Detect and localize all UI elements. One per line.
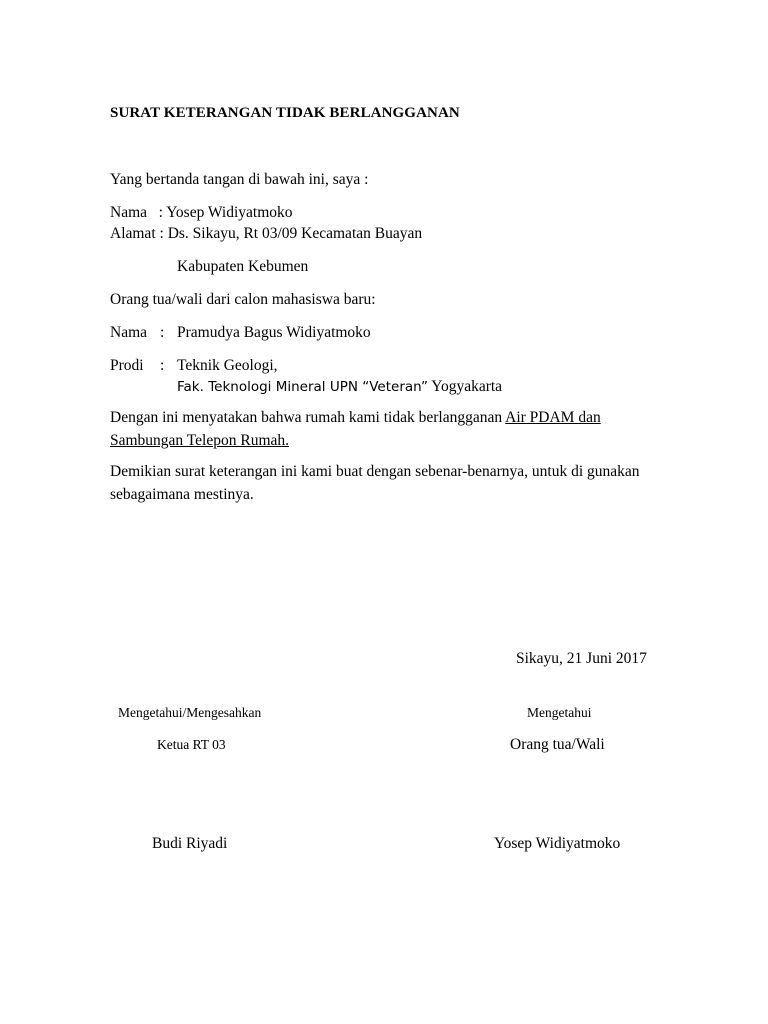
closing-paragraph: Demikian surat keterangan ini kami buat dengan sebenar-benarnya, untuk di gunakan sebagaimana mestinya.: [110, 463, 640, 503]
parent-address-value-line2: Kabupaten Kebumen: [177, 258, 309, 275]
student-prodi-label: Prodi: [110, 357, 144, 374]
student-prodi-colon: :: [160, 357, 165, 374]
student-name-colon: :: [160, 324, 165, 341]
right-signatory-role: Orang tua/Wali: [510, 736, 605, 753]
left-signatory-heading: Mengetahui/Mengesahkan: [118, 705, 262, 720]
statement-paragraph: [110, 406, 670, 452]
intro-text: Yang bertanda tangan di bawah ini, saya :: [110, 171, 369, 188]
right-signatory-heading: Mengetahui: [527, 705, 592, 720]
parent-name-value: Yosep Widiyatmoko: [166, 204, 293, 221]
left-signatory-role: Ketua RT 03: [157, 737, 226, 752]
relation-text: Orang tua/wali dari calon mahasiswa baru:: [110, 291, 376, 308]
parent-name-row: [110, 205, 293, 221]
student-faculty-prefix: Fak. Teknologi Mineral UPN “Veteran”: [177, 379, 428, 395]
student-prodi-value: Teknik Geologi,: [177, 357, 278, 374]
statement-underlined-part2: Sambungan Telepon Rumah.: [110, 432, 290, 449]
student-name-value: Pramudya Bagus Widiyatmoko: [177, 324, 371, 341]
place-date: Sikayu, 21 Juni 2017: [516, 650, 647, 667]
statement-underlined-part1: Air PDAM dan: [505, 409, 601, 426]
statement-prefix: Dengan ini menyatakan bahwa rumah kami tidak berlangganan: [110, 409, 503, 426]
student-name-label: Nama: [110, 324, 148, 341]
parent-address-value-line1: Ds. Sikayu, Rt 03/09 Kecamatan Buayan: [167, 225, 423, 242]
student-faculty-row: [177, 379, 502, 395]
left-signatory-name: Budi Riyadi: [152, 835, 228, 852]
right-signatory-name: Yosep Widiyatmoko: [494, 835, 621, 852]
parent-address-label: Alamat :: [110, 225, 164, 242]
letter-title: SURAT KETERANGAN TIDAK BERLANGGANAN: [110, 105, 460, 121]
parent-name-label: Nama :: [110, 204, 163, 221]
student-faculty-city: Yogyakarta: [431, 378, 503, 395]
parent-address-row: [110, 226, 422, 242]
